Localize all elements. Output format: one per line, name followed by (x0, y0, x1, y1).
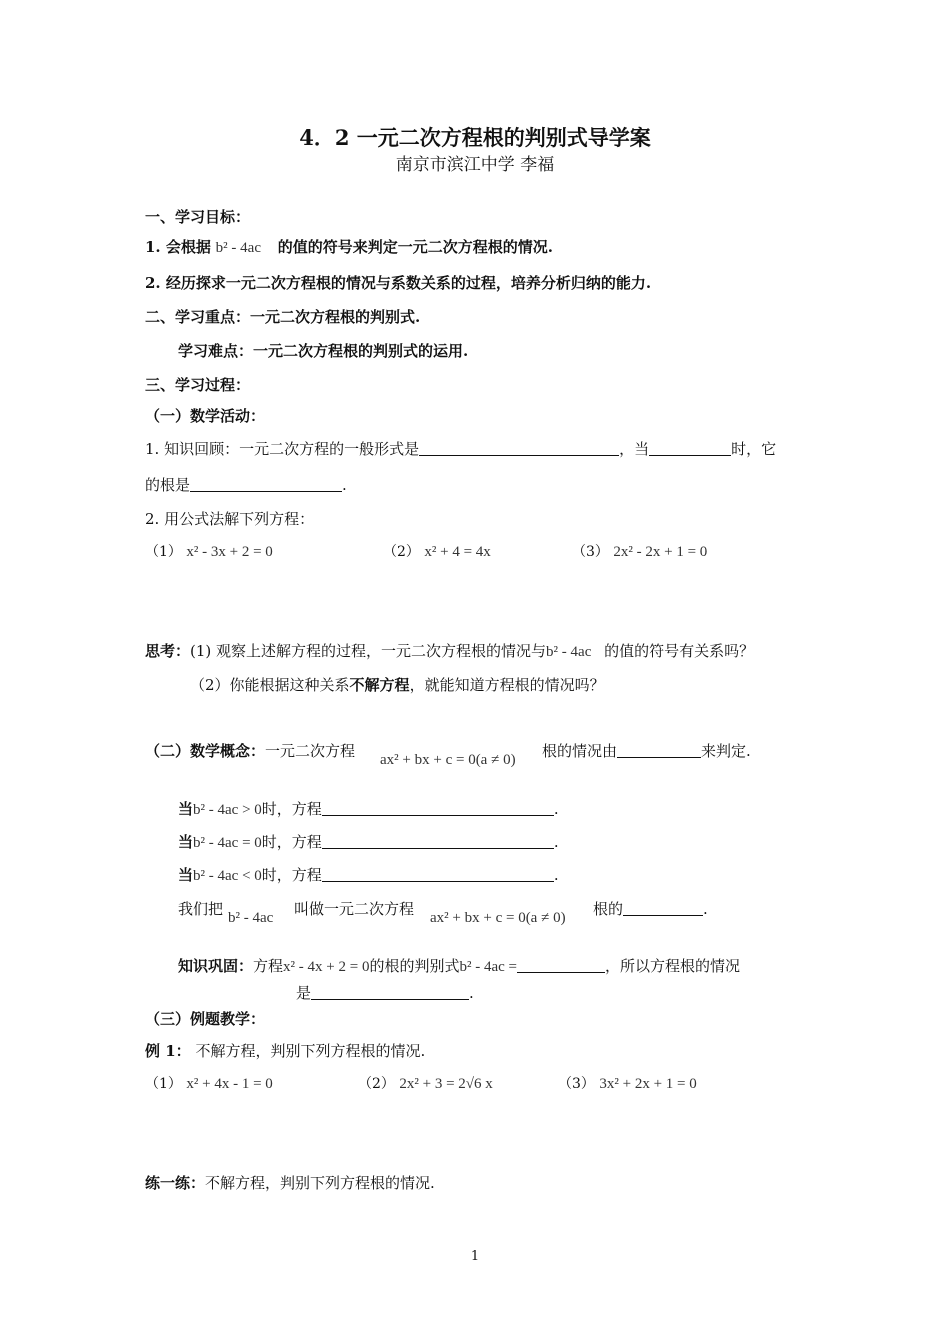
case-2-text: 时，方程 (261, 833, 322, 851)
eq-3-label: （3） (572, 544, 609, 560)
case-3-when: 当 (178, 866, 194, 884)
case-1-when: 当 (178, 800, 194, 818)
definition-text-c: 根的 (593, 900, 624, 918)
goal-2: 2. 经历探求一元二次方程根的情况与系数关系的过程，培养分析归纳的能力. (145, 274, 652, 292)
key-point: 二、学习重点：一元二次方程根的判别式. (145, 308, 421, 326)
page-title: 4．2 一元二次方程根的判别式导学案 (299, 125, 651, 150)
case-1-math: b² - 4ac > 0 (193, 802, 262, 818)
think-q1-text-a: (1) 观察上述解方程的过程，一元二次方程根的情况与 (190, 642, 547, 660)
example-eq-2-label: （2） (358, 1076, 395, 1092)
eq-2 (383, 541, 491, 561)
q1-text-e: . (342, 476, 347, 494)
example-eq-3-label: （3） (558, 1076, 595, 1092)
consolidate-line-1 (178, 955, 740, 976)
eq-2-math: x² + 4 = 4x (424, 544, 491, 560)
case-1-text: 时，方程 (261, 800, 322, 818)
practice-text: 不解方程，判别下列方程根的情况. (205, 1174, 435, 1192)
case-3-text: 时，方程 (261, 866, 322, 884)
think-q1 (145, 640, 754, 661)
q1-text-c: 时，它 (731, 440, 777, 458)
case-3-period: . (553, 866, 559, 884)
q1-text-b: ，当 (619, 440, 650, 458)
case-zero (178, 831, 559, 852)
concept-text-b: 根的情况由 (542, 742, 618, 760)
example-eq-2-math: 2x² + 3 = 2√6 x (399, 1076, 493, 1092)
goal-1 (145, 236, 553, 257)
think-q2-text-b: ，就能知道方程根的情况吗？ (409, 676, 605, 694)
goals-heading: 一、学习目标： (145, 208, 251, 226)
definition-prefix: 我们把 (178, 900, 224, 918)
examples-heading: （三）例题教学： (145, 1010, 266, 1028)
blank-general-form[interactable] (419, 440, 619, 456)
example-eq-1-math: x² + 4x - 1 = 0 (186, 1076, 273, 1092)
blank-discriminant[interactable] (517, 957, 605, 973)
case-negative (178, 864, 559, 885)
think-q2-text-a: （2）你能根据这种关系 (190, 676, 350, 694)
example-eq-2 (358, 1073, 493, 1093)
difficulty-point: 学习难点：一元二次方程根的判别式的运用. (178, 342, 469, 360)
eq-3 (572, 541, 707, 561)
concept-line-tail (542, 740, 751, 761)
author-line: 南京市滨江中学 李福 (395, 155, 555, 175)
concept-text-c: 来判定. (701, 742, 751, 760)
example-eq-1-label: （1） (145, 1076, 182, 1092)
definition-middle: 叫做一元二次方程 (294, 900, 415, 918)
eq-1 (145, 541, 273, 561)
goal-1-suffix: 的值的符号来判定一元二次方程根的情况. (277, 238, 553, 256)
consolidate-eq: x² - 4x + 2 = 0 (283, 959, 370, 975)
concept-heading: （二）数学概念： (145, 742, 266, 760)
case-positive (178, 798, 559, 819)
blank-determined-by[interactable] (617, 742, 701, 758)
definition-equation: ax² + bx + c = 0(a ≠ 0) (430, 910, 566, 926)
blank-case-2[interactable] (322, 833, 554, 849)
think-q1-math: b² - 4ac (546, 644, 592, 660)
think-q1-text-b: 的值的符号有关系吗？ (604, 642, 755, 660)
blank-condition[interactable] (649, 440, 731, 456)
consolidate-math: b² - 4ac = (459, 959, 517, 975)
case-3-math: b² - 4ac < 0 (193, 868, 262, 884)
case-2-when: 当 (178, 833, 194, 851)
blank-case-1[interactable] (322, 800, 554, 816)
practice-label: 练一练： (145, 1174, 206, 1192)
example-eq-3-math: 3x² + 2x + 1 = 0 (599, 1076, 697, 1092)
blank-roots[interactable] (190, 476, 342, 492)
consolidate-line-2 (296, 982, 474, 1003)
eq-1-math: x² - 3x + 2 = 0 (186, 544, 273, 560)
case-2-math: b² - 4ac = 0 (193, 835, 262, 851)
consolidate-text-d: 是 (296, 984, 312, 1002)
example-1-label: 例 1： (145, 1042, 191, 1060)
question-1-line-2 (145, 474, 347, 495)
think-q2-bold: 不解方程 (349, 676, 410, 694)
eq-3-math: 2x² - 2x + 1 = 0 (613, 544, 708, 560)
definition-tail (593, 898, 708, 919)
eq-1-label: （1） (145, 544, 182, 560)
example-eq-3 (558, 1073, 697, 1093)
example-1 (145, 1040, 425, 1061)
consolidate-text-a: 方程 (253, 957, 284, 975)
concept-text-a: 一元二次方程 (265, 742, 356, 760)
case-2-period: . (553, 833, 559, 851)
goal-1-prefix: 1. 会根据 (145, 238, 211, 256)
think-label: 思考： (145, 642, 191, 660)
question-2: 2. 用公式法解下列方程： (145, 510, 315, 528)
goal-1-math: b² - 4ac (215, 240, 261, 256)
blank-definition[interactable] (623, 900, 703, 916)
page-number: 1 (470, 1249, 480, 1264)
practice-line (145, 1172, 435, 1193)
blank-root-situation[interactable] (311, 984, 469, 1000)
activity-heading: （一）数学活动： (145, 407, 266, 425)
definition-period: . (703, 900, 708, 918)
blank-case-3[interactable] (322, 866, 554, 882)
consolidate-text-c: ，所以方程根的情况 (605, 957, 741, 975)
question-1-line-1 (145, 438, 776, 459)
example-1-text: 不解方程，判别下列方程根的情况. (190, 1042, 426, 1060)
consolidate-text-b: 的根的判别式 (369, 957, 460, 975)
process-heading: 三、学习过程： (145, 376, 251, 394)
q1-text-a: 1. 知识回顾：一元二次方程的一般形式是 (145, 440, 420, 458)
example-eq-1 (145, 1073, 273, 1093)
consolidate-period: . (469, 984, 474, 1002)
definition-math: b² - 4ac (228, 910, 274, 926)
case-1-period: . (553, 800, 559, 818)
concept-line (145, 740, 355, 761)
concept-equation: ax² + bx + c = 0(a ≠ 0) (380, 752, 516, 768)
consolidate-label: 知识巩固： (178, 957, 254, 975)
q1-text-d: 的根是 (145, 476, 191, 494)
think-q2 (190, 674, 605, 695)
eq-2-label: （2） (383, 544, 420, 560)
